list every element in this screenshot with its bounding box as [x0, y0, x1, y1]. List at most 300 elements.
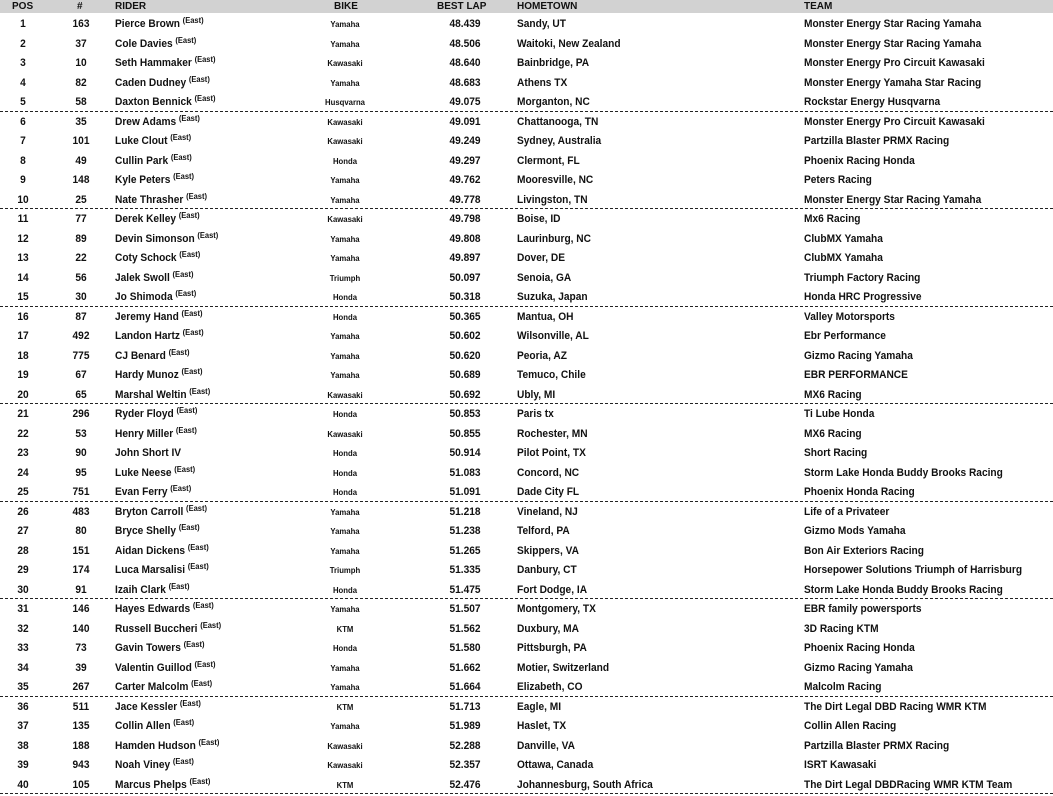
region-label: (East) [181, 307, 203, 318]
rider-name: Hardy Munoz [115, 369, 179, 381]
table-row [0, 560, 1053, 580]
position-cell: 38 [17, 739, 29, 752]
region-label: (East) [186, 502, 208, 513]
best-lap-cell: 50.692 [449, 388, 481, 401]
hometown-cell: Bainbridge, PA [517, 57, 590, 69]
hometown-cell: Temuco, Chile [517, 369, 586, 381]
position-cell: 33 [17, 642, 29, 654]
bike-cell: Yamaha [330, 233, 360, 244]
rider-cell [115, 326, 204, 346]
team-cell: Phoenix Racing Honda [804, 154, 915, 167]
best-lap-cell: 51.218 [449, 505, 481, 518]
best-lap-cell: 50.853 [449, 408, 481, 420]
hometown-cell: Elizabeth, CO [517, 681, 583, 693]
best-lap-cell: 52.357 [449, 759, 481, 771]
team-cell: 3D Racing KTM [804, 622, 879, 635]
best-lap-cell: 51.713 [449, 700, 481, 713]
rider-name: Carter Malcolm [115, 681, 189, 693]
region-label: (East) [175, 288, 197, 298]
rider-cell [115, 92, 215, 112]
team-cell: Ebr Performance [804, 330, 886, 342]
team-cell: Collin Allen Racing [804, 720, 897, 732]
region-label: (East) [179, 249, 201, 259]
rider-name: Henry Miller [115, 427, 174, 440]
team-cell: MX6 Racing [804, 427, 862, 440]
position-cell: 37 [17, 720, 29, 732]
rider-cell [115, 697, 201, 717]
best-lap-cell: 49.798 [449, 213, 481, 225]
region-label: (East) [189, 775, 211, 786]
header-number: # [77, 1, 83, 12]
rider-name: Evan Ferry [115, 486, 168, 498]
rider-cell [115, 365, 202, 385]
bike-cell: Kawasaki [327, 116, 363, 127]
best-lap-cell: 51.265 [449, 544, 481, 557]
team-cell: Monster Energy Star Racing Yamaha [804, 18, 982, 30]
hometown-cell: Suzuka, Japan [517, 291, 588, 303]
number-cell: 49 [75, 154, 87, 167]
table-header [0, 0, 1053, 13]
position-cell: 11 [17, 213, 29, 225]
rider-name: Luca Marsalisi [115, 564, 186, 576]
table-row [0, 716, 1053, 736]
best-lap-cell: 49.762 [449, 174, 481, 186]
region-label: (East) [183, 639, 205, 649]
region-label: (East) [173, 171, 195, 181]
hometown-cell: Danville, VA [517, 739, 576, 752]
hometown-cell: Waitoki, New Zealand [517, 37, 621, 50]
bike-cell: Husqvarna [325, 97, 365, 107]
rider-name: Gavin Towers [115, 642, 181, 654]
region-label: (East) [172, 268, 194, 279]
header-team: TEAM [804, 1, 833, 12]
position-cell: 22 [17, 427, 29, 440]
bike-cell: Honda [332, 311, 358, 322]
bike-cell: Yamaha [330, 175, 360, 185]
region-label: (East) [176, 405, 198, 415]
table-row [0, 677, 1053, 697]
rider-cell [115, 346, 190, 366]
best-lap-cell: 49.897 [449, 252, 481, 264]
best-lap-cell: 51.475 [449, 583, 481, 596]
rider-cell [115, 482, 191, 502]
bike-cell: Kawasaki [327, 428, 363, 439]
team-cell: Phoenix Honda Racing [804, 486, 915, 498]
position-cell: 10 [17, 193, 29, 206]
position-cell: 13 [17, 252, 29, 264]
rider-name: Cullin Park [115, 154, 169, 167]
table-row [0, 14, 1053, 34]
position-cell: 20 [17, 388, 29, 401]
table-row [0, 209, 1053, 229]
number-cell: 80 [75, 525, 87, 537]
position-cell: 2 [20, 37, 26, 50]
rider-name: Jace Kessler [115, 700, 178, 713]
number-cell: 56 [75, 271, 87, 284]
number-cell: 267 [72, 681, 90, 693]
number-cell: 140 [72, 622, 90, 635]
table-row [0, 268, 1053, 288]
hometown-cell: Peoria, AZ [517, 349, 567, 362]
team-cell: Storm Lake Honda Buddy Brooks Racing [804, 466, 1003, 479]
number-cell: 483 [72, 505, 90, 518]
rider-cell [115, 638, 205, 658]
best-lap-cell: 51.507 [449, 603, 481, 615]
number-cell: 105 [72, 778, 90, 791]
hometown-cell: Dade City FL [517, 486, 580, 498]
region-label: (East) [179, 697, 201, 708]
team-cell: Valley Motorsports [804, 310, 895, 323]
region-label: (East) [181, 366, 203, 376]
rider-name: Nate Thrasher [115, 193, 184, 206]
table-row [0, 599, 1053, 619]
region-label: (East) [187, 561, 209, 571]
bike-cell: Kawasaki [327, 136, 363, 146]
bike-cell: Yamaha [330, 77, 360, 88]
position-cell: 36 [17, 700, 29, 713]
best-lap-cell: 48.439 [449, 18, 481, 30]
rider-name: Derek Kelley [115, 213, 177, 225]
table-row [0, 229, 1053, 249]
rider-name: Jalek Swoll [115, 271, 170, 284]
team-cell: ClubMX Yamaha [804, 232, 883, 245]
team-cell: EBR family powersports [804, 603, 922, 615]
table-row [0, 775, 1053, 795]
best-lap-cell: 50.602 [449, 330, 481, 342]
number-cell: 77 [75, 213, 87, 225]
table-row [0, 404, 1053, 424]
bike-cell: KTM [336, 779, 354, 790]
team-cell: MX6 Racing [804, 388, 862, 401]
rider-name: Luke Clout [115, 135, 168, 147]
rider-cell [115, 209, 200, 229]
rider-name: Luke Neese [115, 466, 172, 479]
number-cell: 751 [72, 486, 90, 498]
position-cell: 21 [17, 408, 29, 420]
hometown-cell: Ubly, MI [517, 388, 556, 401]
rider-name: Landon Hartz [115, 330, 180, 342]
region-label: (East) [168, 346, 190, 357]
table-row [0, 482, 1053, 502]
hometown-cell: Livingston, TN [517, 193, 588, 206]
hometown-cell: Wilsonville, AL [517, 330, 589, 342]
rider-cell [115, 775, 210, 795]
position-cell: 9 [20, 174, 26, 186]
team-cell: Mx6 Racing [804, 213, 861, 225]
rider-name: Devin Simonson [115, 232, 195, 245]
table-row [0, 190, 1053, 210]
position-cell: 24 [17, 466, 29, 479]
team-cell: ClubMX Yamaha [804, 252, 883, 264]
table-row [0, 638, 1053, 658]
hometown-cell: Athens TX [517, 76, 568, 89]
region-label: (East) [168, 580, 190, 591]
number-cell: 10 [75, 57, 87, 69]
rider-cell [115, 463, 195, 483]
header-best-lap: BEST LAP [437, 1, 487, 12]
team-cell: Storm Lake Honda Buddy Brooks Racing [804, 583, 1003, 596]
number-cell: 25 [75, 193, 87, 206]
number-cell: 39 [75, 661, 87, 674]
team-cell: Partzilla Blaster PRMX Racing [804, 739, 950, 752]
best-lap-cell: 49.778 [449, 193, 481, 206]
position-cell: 34 [17, 661, 29, 674]
position-cell: 27 [17, 525, 29, 537]
rider-name: Cole Davies [115, 37, 173, 50]
number-cell: 163 [72, 18, 90, 30]
bike-cell: Yamaha [330, 370, 360, 380]
hometown-cell: Pilot Point, TX [517, 447, 586, 459]
region-label: (East) [198, 736, 220, 747]
position-cell: 40 [17, 778, 29, 791]
rider-name: Ryder Floyd [115, 408, 174, 420]
team-cell: Triumph Factory Racing [804, 271, 921, 284]
number-cell: 53 [75, 427, 87, 440]
team-cell: Malcolm Racing [804, 681, 882, 693]
bike-cell: Honda [332, 155, 358, 166]
number-cell: 775 [72, 349, 90, 362]
region-label: (East) [172, 756, 194, 766]
team-cell: Monster Energy Yamaha Star Racing [804, 76, 982, 89]
hometown-cell: Chattanooga, TN [517, 115, 599, 128]
number-cell: 511 [72, 700, 90, 713]
rider-name: Drew Adams [115, 115, 177, 128]
region-label: (East) [182, 327, 204, 337]
bike-cell: Kawasaki [327, 58, 363, 68]
best-lap-cell: 49.249 [449, 135, 481, 147]
region-label: (East) [182, 15, 204, 25]
table-row [0, 73, 1053, 93]
bike-cell: Yamaha [330, 331, 360, 341]
hometown-cell: Laurinburg, NC [517, 232, 591, 245]
region-label: (East) [178, 210, 200, 220]
region-label: (East) [194, 93, 216, 103]
best-lap-cell: 51.091 [449, 486, 481, 498]
rider-name: CJ Benard [115, 349, 166, 362]
best-lap-cell: 50.855 [449, 427, 481, 440]
position-cell: 26 [17, 505, 29, 518]
table-row [0, 521, 1053, 541]
best-lap-cell: 51.083 [449, 466, 481, 479]
number-cell: 188 [72, 739, 90, 752]
region-label: (East) [170, 132, 192, 142]
rider-cell [115, 658, 215, 678]
rider-name: Aidan Dickens [115, 544, 186, 557]
hometown-cell: Senoia, GA [517, 271, 572, 284]
hometown-cell: Telford, PA [517, 525, 570, 537]
table-row [0, 580, 1053, 600]
best-lap-cell: 50.318 [449, 291, 481, 303]
team-cell: Short Racing [804, 447, 868, 459]
number-cell: 91 [75, 583, 87, 596]
position-cell: 12 [17, 232, 29, 245]
position-cell: 31 [17, 603, 29, 615]
hometown-cell: Paris tx [517, 408, 554, 420]
best-lap-cell: 51.662 [449, 661, 481, 674]
best-lap-cell: 52.476 [449, 778, 481, 791]
rider-cell [115, 170, 194, 190]
table-row [0, 658, 1053, 678]
rider-cell [115, 599, 214, 619]
rider-name: Pierce Brown [115, 18, 180, 30]
best-lap-cell: 48.506 [449, 37, 481, 50]
region-label: (East) [197, 229, 219, 240]
rider-cell [115, 151, 192, 171]
rider-name: Coty Schock [115, 252, 177, 264]
region-label: (East) [187, 541, 209, 552]
hometown-cell: Clermont, FL [517, 154, 580, 167]
table-row [0, 697, 1053, 717]
number-cell: 58 [75, 96, 87, 108]
number-cell: 492 [72, 330, 90, 342]
table-row [0, 112, 1053, 132]
bike-cell: KTM [336, 701, 354, 712]
best-lap-cell: 50.914 [449, 447, 481, 459]
position-cell: 5 [20, 96, 26, 108]
rider-name: Bryce Shelly [115, 525, 177, 537]
bike-cell: Yamaha [330, 38, 360, 49]
table-row [0, 736, 1053, 756]
hometown-cell: Dover, DE [517, 252, 566, 264]
best-lap-cell: 51.238 [449, 525, 481, 537]
hometown-cell: Duxbury, MA [517, 622, 579, 635]
best-lap-cell: 49.297 [449, 154, 481, 167]
hometown-cell: Mooresville, NC [517, 174, 594, 186]
table-row [0, 365, 1053, 385]
rider-name: Collin Allen [115, 720, 171, 732]
team-cell: Life of a Privateer [804, 505, 890, 518]
table-row [0, 502, 1053, 522]
table-row [0, 326, 1053, 346]
position-cell: 23 [17, 447, 29, 459]
position-cell: 3 [20, 57, 26, 69]
number-cell: 82 [75, 76, 87, 89]
bike-cell: Honda [332, 448, 358, 458]
region-label: (East) [194, 658, 216, 669]
number-cell: 943 [72, 759, 90, 771]
rider-cell [115, 34, 196, 54]
table-row [0, 346, 1053, 366]
header-pos: POS [12, 1, 34, 12]
hometown-cell: Rochester, MN [517, 427, 588, 440]
table-row [0, 248, 1053, 268]
team-cell: Bon Air Exteriors Racing [804, 544, 924, 557]
rider-cell [115, 716, 194, 736]
team-cell: Gizmo Racing Yamaha [804, 349, 913, 362]
table-row [0, 131, 1053, 151]
rider-cell [115, 736, 219, 756]
hometown-cell: Motier, Switzerland [517, 661, 610, 674]
position-cell: 8 [20, 154, 26, 167]
region-label: (East) [189, 385, 211, 396]
team-cell: Ti Lube Honda [804, 408, 875, 420]
rider-name: John Short IV [115, 447, 182, 459]
rider-name: Kyle Peters [115, 174, 171, 186]
best-lap-cell: 50.620 [449, 349, 481, 362]
hometown-cell: Boise, ID [517, 213, 561, 225]
region-label: (East) [178, 522, 200, 532]
number-cell: 30 [75, 291, 87, 303]
rider-cell [115, 229, 218, 249]
rider-cell [115, 112, 200, 132]
table-row [0, 541, 1053, 561]
rider-cell [115, 755, 194, 775]
hometown-cell: Sandy, UT [517, 18, 566, 30]
position-cell: 28 [17, 544, 29, 557]
rider-name: Caden Dudney [115, 76, 187, 89]
bike-cell: Triumph [329, 272, 361, 283]
number-cell: 87 [75, 310, 87, 323]
best-lap-cell: 51.562 [449, 622, 481, 635]
rider-cell [115, 14, 204, 34]
hometown-cell: Danbury, CT [517, 564, 577, 576]
position-cell: 29 [17, 564, 29, 576]
bike-cell: Triumph [329, 565, 361, 575]
hometown-cell: Fort Dodge, IA [517, 583, 588, 596]
rider-cell [115, 73, 210, 93]
rider-name: Seth Hammaker [115, 57, 192, 69]
position-cell: 39 [17, 759, 29, 771]
number-cell: 101 [72, 135, 90, 147]
region-label: (East) [191, 678, 213, 688]
best-lap-cell: 51.989 [449, 720, 481, 732]
number-cell: 89 [75, 232, 87, 245]
rider-cell [115, 580, 190, 600]
bike-cell: Yamaha [330, 526, 360, 536]
rider-cell [115, 619, 221, 639]
bike-cell: Yamaha [330, 350, 360, 361]
number-cell: 146 [72, 603, 90, 615]
table-row [0, 151, 1053, 171]
rider-cell [115, 443, 181, 463]
team-cell: Rockstar Energy Husqvarna [804, 96, 941, 108]
best-lap-cell: 52.288 [449, 739, 481, 752]
best-lap-cell: 48.640 [449, 57, 481, 69]
bike-cell: KTM [336, 623, 354, 634]
number-cell: 90 [75, 447, 87, 459]
position-cell: 17 [17, 330, 29, 342]
rider-cell [115, 502, 207, 522]
region-label: (East) [188, 73, 210, 84]
region-label: (East) [174, 463, 196, 474]
position-cell: 30 [17, 583, 29, 596]
rider-name: Bryton Carroll [115, 505, 184, 518]
rider-cell [115, 424, 197, 444]
rider-cell [115, 268, 193, 288]
number-cell: 151 [72, 544, 90, 557]
hometown-cell: Montgomery, TX [517, 603, 596, 615]
rider-cell [115, 521, 200, 541]
bike-cell: Yamaha [330, 19, 360, 29]
rider-name: Russell Buccheri [115, 622, 198, 635]
position-cell: 15 [17, 291, 29, 303]
rider-cell [115, 53, 216, 73]
table-row [0, 92, 1053, 112]
team-cell: Monster Energy Star Racing Yamaha [804, 193, 982, 206]
position-cell: 7 [20, 135, 26, 147]
bike-cell: Honda [332, 292, 358, 302]
number-cell: 135 [72, 720, 90, 732]
region-label: (East) [175, 34, 197, 45]
bike-cell: Yamaha [330, 545, 360, 556]
rider-name: Jeremy Hand [115, 310, 179, 323]
bike-cell: Honda [332, 467, 358, 478]
rider-name: Hayes Edwards [115, 603, 191, 615]
table-row [0, 53, 1053, 73]
team-cell: Monster Energy Pro Circuit Kawasaki [804, 57, 985, 69]
best-lap-cell: 49.091 [449, 115, 481, 128]
best-lap-cell: 49.808 [449, 232, 481, 245]
